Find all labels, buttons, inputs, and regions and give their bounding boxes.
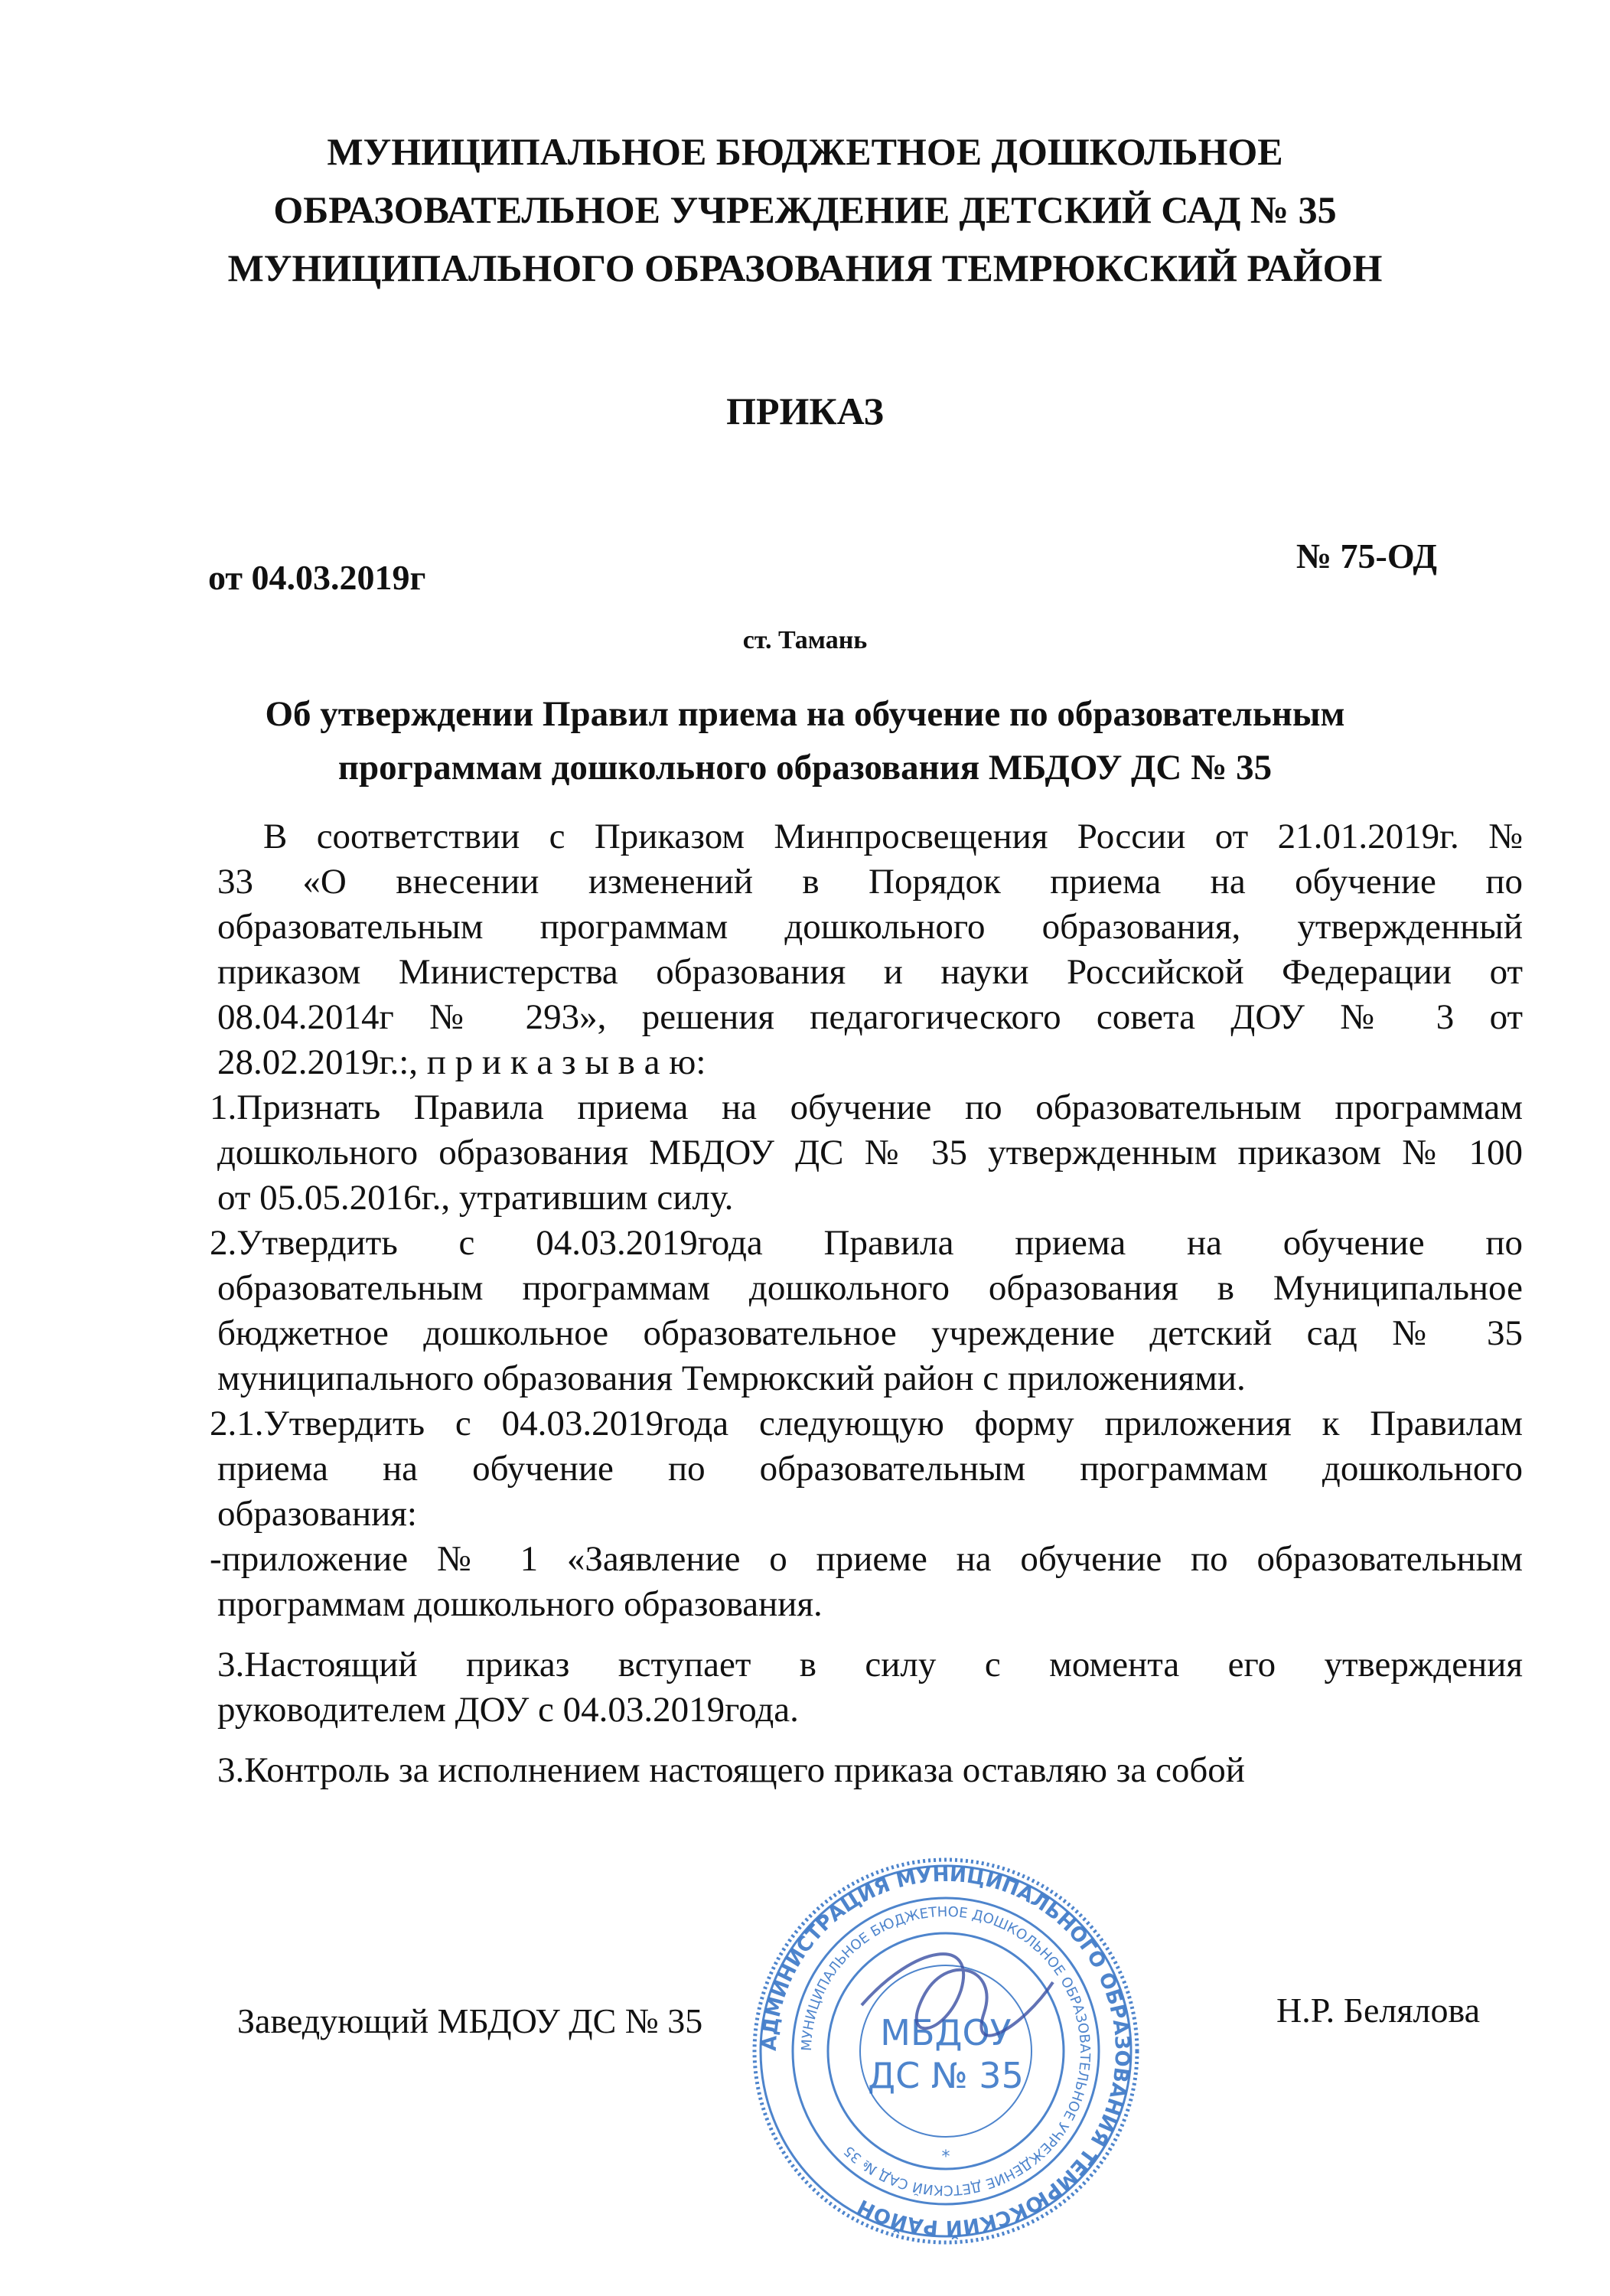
order-body bbox=[210, 814, 1523, 1793]
stamp-seal-graphic bbox=[747, 1852, 1145, 2250]
body-line: программам дошкольного образования. bbox=[217, 1584, 823, 1624]
stamp-inner-text: МУНИЦИПАЛЬНОЕ БЮДЖЕТНОЕ ДОШКОЛЬНОЕ ОБРАЗОВАТЕЛЬНОЕ УЧРЕЖДЕНИЕ ДЕТСКИЙ САД № 35 bbox=[798, 1903, 1093, 2199]
body-line: образования: bbox=[217, 1494, 417, 1534]
body-line: от 05.05.2016г., утратившим силу. bbox=[217, 1178, 734, 1218]
paragraph-1 bbox=[210, 1085, 1523, 1221]
body-line: образовательным программам дошкольного образования, утвержденный bbox=[217, 907, 1523, 947]
paragraph-3 bbox=[217, 1642, 1523, 1733]
order-date: от 04.03.2019г bbox=[208, 558, 426, 597]
stamp-center-line-2: ДС № 35 bbox=[868, 2055, 1024, 2096]
order-subject bbox=[0, 687, 1610, 794]
paragraph-control bbox=[217, 1748, 1523, 1793]
organization-header bbox=[0, 122, 1610, 297]
order-place: ст. Тамань bbox=[742, 626, 868, 654]
stamp-outer-text: АДМИНИСТРАЦИЯ МУНИЦИПАЛЬНОГО ОБРАЗОВАНИЯ ТЕМРЮКСКИЙ РАЙОН bbox=[758, 1863, 1134, 2239]
body-line: 3.Настоящий приказ вступает в силу с момента его утверждения bbox=[217, 1645, 1523, 1684]
body-line: -приложение № 1 «Заявление о приеме на обучение по образовательным bbox=[210, 1539, 1523, 1579]
body-line: 2.1.Утвердить с 04.03.2019года следующую форму приложения к Правилам bbox=[210, 1404, 1523, 1443]
body-line: приема на обучение по образовательным программам дошкольного bbox=[217, 1449, 1523, 1489]
order-title: ПРИКАЗ bbox=[726, 390, 884, 432]
official-stamp bbox=[747, 1852, 1145, 2250]
body-line: образовательным программам дошкольного образования в Муниципальное bbox=[217, 1268, 1523, 1308]
body-line: муниципального образования Темрюкский район с приложениями. bbox=[217, 1358, 1246, 1398]
body-line: 28.02.2019г.:, п р и к а з ы в а ю: bbox=[217, 1042, 706, 1082]
paragraph-appendix bbox=[210, 1537, 1523, 1627]
paragraph-2-1 bbox=[210, 1401, 1523, 1537]
header-line-2: ОБРАЗОВАТЕЛЬНОЕ УЧРЕЖДЕНИЕ ДЕТСКИЙ САД № 35 bbox=[273, 188, 1337, 231]
body-line: 1.Признать Правила приема на обучение по образовательным программам bbox=[210, 1088, 1523, 1127]
intro-paragraph bbox=[217, 814, 1523, 1085]
body-line: дошкольного образования МБДОУ ДС № 35 утвержденным приказом № 100 bbox=[217, 1133, 1523, 1172]
header-line-1: МУНИЦИПАЛЬНОЕ БЮДЖЕТНОЕ ДОШКОЛЬНОЕ bbox=[327, 130, 1283, 173]
subject-line-2: программам дошкольного образования МБДОУ ДС № 35 bbox=[337, 748, 1273, 788]
signature-title: Заведующий МБДОУ ДС № 35 bbox=[237, 2001, 703, 2040]
body-line: 3.Контроль за исполнением настоящего приказа оставляю за собой bbox=[217, 1750, 1245, 1790]
body-line: бюджетное дошкольное образовательное учреждение детский сад № 35 bbox=[217, 1313, 1523, 1353]
body-line: 2.Утвердить с 04.03.2019года Правила приема на обучение по bbox=[210, 1223, 1523, 1263]
stamp-center-line-1: МБДОУ bbox=[880, 2012, 1012, 2053]
subject-line-1: Об утверждении Правил приема на обучение по образовательным bbox=[265, 694, 1345, 734]
paragraph-2 bbox=[210, 1221, 1523, 1401]
signature-name: Н.Р. Белялова bbox=[1276, 1991, 1480, 2030]
svg-text:*: * bbox=[941, 2148, 950, 2167]
body-line: 33 «О внесении изменений в Порядок приема на обучение по bbox=[217, 862, 1523, 902]
order-number: № 75-ОД bbox=[1295, 536, 1437, 576]
body-line: В соответствии с Приказом Минпросвещения России от 21.01.2019г. № bbox=[263, 817, 1523, 856]
header-line-3: МУНИЦИПАЛЬНОГО ОБРАЗОВАНИЯ ТЕМРЮКСКИЙ РАЙОН bbox=[227, 246, 1383, 289]
body-line: руководителем ДОУ с 04.03.2019года. bbox=[217, 1690, 799, 1730]
body-line: приказом Министерства образования и науки Российской Федерации от bbox=[217, 952, 1523, 992]
body-line: 08.04.2014г № 293», решения педагогического совета ДОУ № 3 от bbox=[217, 997, 1523, 1037]
